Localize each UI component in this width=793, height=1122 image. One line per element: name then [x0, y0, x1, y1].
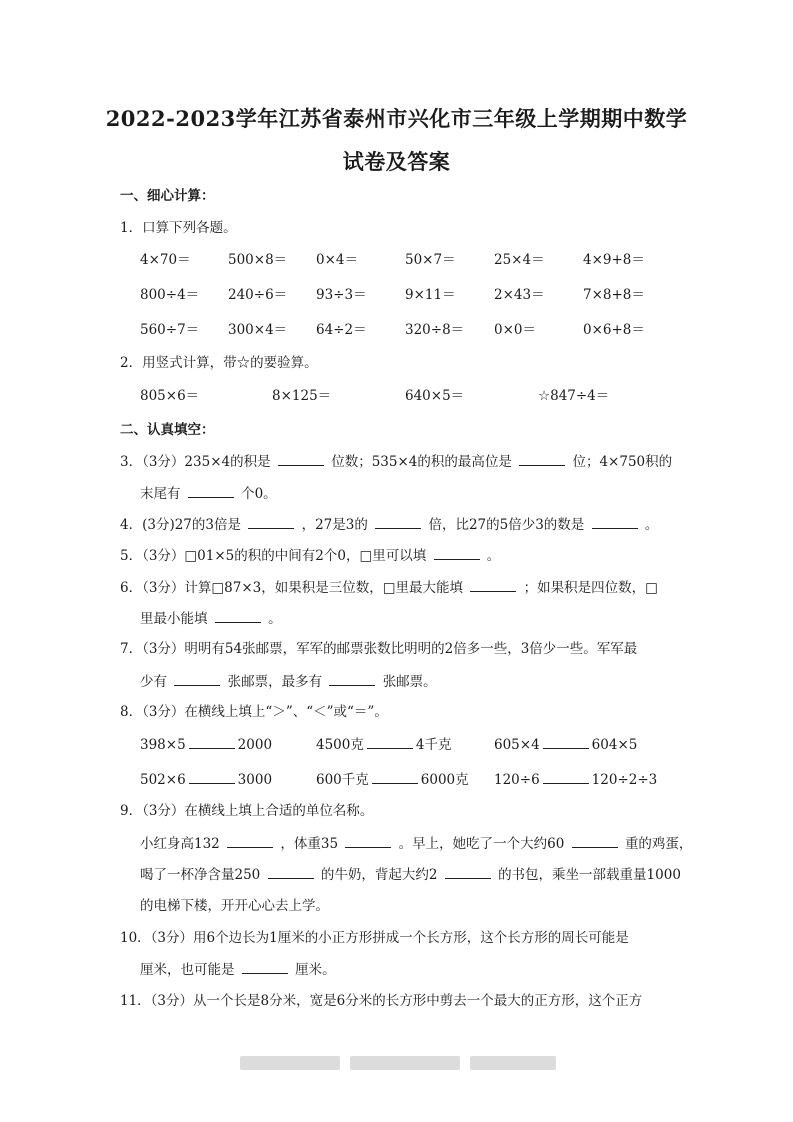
q3-text: 末尾有 [140, 486, 181, 502]
question-6-cont [140, 608, 282, 629]
compare-left: 502×6 [140, 772, 186, 788]
q10-text: 厘米。 [295, 962, 336, 978]
answer-blank[interactable] [329, 671, 375, 686]
q8-label: 8．（3分）在横线上填上“＞”、“＜”或“＝”。 [120, 704, 388, 720]
question-11: 11．（3分）从一个长是8分米，宽是6分米的长方形中剪去一个最大的正方形，这个正方 [120, 993, 643, 1009]
answer-blank[interactable] [189, 734, 235, 749]
q6-text: 6．（3分）计算□87×3，如果积是三位数，□里最大能填 [120, 580, 464, 596]
q9-text: 重的鸡蛋， [624, 836, 693, 852]
q1-item: 2×43＝ [494, 287, 545, 303]
compare-left: 4500克 [316, 737, 364, 753]
q6-text: 里最小能填 [140, 611, 208, 627]
compare-item [316, 769, 469, 790]
q1-item: 320÷8＝ [405, 322, 465, 338]
answer-blank[interactable] [592, 514, 638, 529]
q10-text: 厘米，也可能是 [140, 962, 235, 978]
compare-item [140, 734, 272, 755]
q2-item: 640×5＝ [405, 388, 465, 404]
compare-right: 120÷2÷3 [591, 772, 658, 788]
question-3-cont [140, 483, 277, 504]
answer-blank[interactable] [188, 483, 234, 498]
answer-blank[interactable] [434, 545, 480, 560]
question-9-line2 [140, 864, 681, 885]
q5-text: 5．（3分）□01×5的积的中间有2个0，□里可以填 [120, 548, 427, 564]
answer-blank[interactable] [345, 833, 391, 848]
compare-right: 604×5 [591, 737, 638, 753]
question-7-cont [140, 671, 437, 692]
section1-heading: 一、细心计算： [120, 188, 215, 204]
q1-item: 4×70＝ [140, 252, 191, 268]
q1-item: 0×6+8＝ [583, 322, 645, 338]
q5-text: 。 [486, 548, 501, 564]
q7-text: 张邮票，最多有 [227, 674, 323, 690]
question-6 [120, 577, 658, 598]
compare-item [494, 734, 637, 755]
compare-item [140, 769, 272, 790]
compare-left: 398×5 [140, 737, 186, 753]
section2-heading: 二、认真填空： [120, 422, 215, 438]
answer-blank[interactable] [445, 864, 491, 879]
document-title-line2: 试卷及答案 [342, 149, 451, 174]
q1-item: 0×4＝ [316, 252, 358, 268]
q3-text: 位；4×750积的 [572, 454, 673, 470]
q7-text: 张邮票。 [382, 674, 437, 690]
q9-text: ，体重35 [280, 836, 339, 852]
compare-item [494, 769, 657, 790]
q4-text: ，27是3的 [301, 517, 368, 533]
q1-item: 7×8+8＝ [583, 287, 645, 303]
q4-text: 4．(3分)27的3倍是 [120, 517, 241, 533]
answer-blank[interactable] [174, 671, 220, 686]
q9-label: 9．（3分）在横线上填上合适的单位名称。 [120, 803, 374, 819]
question-5 [120, 545, 500, 566]
q1-item: 25×4＝ [494, 252, 545, 268]
q9-text: 的书包，乘坐一部载重量1000 [498, 867, 681, 883]
answer-blank[interactable] [519, 451, 565, 466]
q1-item: 240÷6＝ [228, 287, 288, 303]
compare-left: 605×4 [494, 737, 540, 753]
q6-text: ；如果积是四位数，□ [523, 580, 658, 596]
q2-item: 8×125＝ [272, 388, 332, 404]
compare-item [316, 734, 451, 755]
answer-blank[interactable] [242, 959, 288, 974]
compare-right: 3000 [237, 772, 273, 788]
answer-blank[interactable] [367, 734, 413, 749]
q1-item: 800÷4＝ [140, 287, 200, 303]
q7-text: 7．（3分）明明有54张邮票，军军的邮票张数比明明的2倍多一些，3倍少一些。军军最 [120, 641, 638, 657]
q4-text: 倍，比27的5倍少3的数是 [428, 517, 585, 533]
q9-text: 的牛奶，背起大约2 [320, 867, 438, 883]
compare-left: 600千克 [316, 772, 369, 788]
q2-label: 2．用竖式计算，带☆的要验算。 [120, 355, 318, 371]
answer-blank[interactable] [543, 734, 589, 749]
q3-text: 个0。 [241, 486, 277, 502]
q1-item: 4×9+8＝ [583, 252, 645, 268]
q7-text: 少有 [140, 674, 167, 690]
q1-item: 500×8＝ [228, 252, 288, 268]
q9-text: 小红身高132 [140, 836, 220, 852]
answer-blank[interactable] [572, 833, 618, 848]
question-7 [120, 639, 637, 659]
compare-right: 2000 [237, 737, 273, 753]
q1-label: 1．口算下列各题。 [120, 220, 237, 236]
compare-left: 120÷6 [494, 772, 540, 788]
answer-blank[interactable] [248, 514, 294, 529]
q9-text: 。早上，她吃了一个大约60 [398, 836, 565, 852]
q2-item: 805×6＝ [140, 388, 200, 404]
compare-right: 6000克 [420, 772, 469, 788]
q1-item: 93÷3＝ [316, 287, 367, 303]
q3-text: 位数；535×4的积的最高位是 [331, 454, 512, 470]
question-9-line1 [140, 833, 692, 854]
question-10-cont [140, 959, 336, 980]
compare-right: 4千克 [415, 737, 452, 753]
answer-blank[interactable] [278, 451, 324, 466]
document-title-line1: 2022-2023学年江苏省泰州市兴化市三年级上学期期中数学 [105, 106, 688, 131]
q3-text: 3．（3分）235×4的积是 [120, 454, 271, 470]
q1-item: 560÷7＝ [140, 322, 200, 338]
q4-text: 。 [644, 517, 659, 533]
answer-blank[interactable] [372, 769, 418, 784]
answer-blank[interactable] [189, 769, 235, 784]
q1-item: 0×0＝ [494, 322, 536, 338]
q2-item: ☆847÷4＝ [538, 388, 610, 404]
answer-blank[interactable] [543, 769, 589, 784]
answer-blank[interactable] [215, 608, 261, 623]
question-10: 10．（3分）用6个边长为1厘米的小正方形拼成一个长方形，这个长方形的周长可能是 [120, 930, 629, 946]
q1-item: 50×7＝ [405, 252, 456, 268]
question-9-line3: 的电梯下楼，开开心心去上学。 [140, 898, 329, 914]
answer-blank[interactable] [227, 833, 273, 848]
answer-blank[interactable] [470, 577, 516, 592]
q6-text: 。 [268, 611, 282, 627]
q1-item: 64÷2＝ [316, 322, 367, 338]
answer-blank[interactable] [268, 864, 314, 879]
q1-item: 9×11＝ [405, 287, 456, 303]
question-4 [120, 514, 658, 535]
q9-text: 喝了一杯净含量250 [140, 867, 261, 883]
answer-blank[interactable] [375, 514, 421, 529]
q1-item: 300×4＝ [228, 322, 288, 338]
question-3 [120, 451, 672, 472]
